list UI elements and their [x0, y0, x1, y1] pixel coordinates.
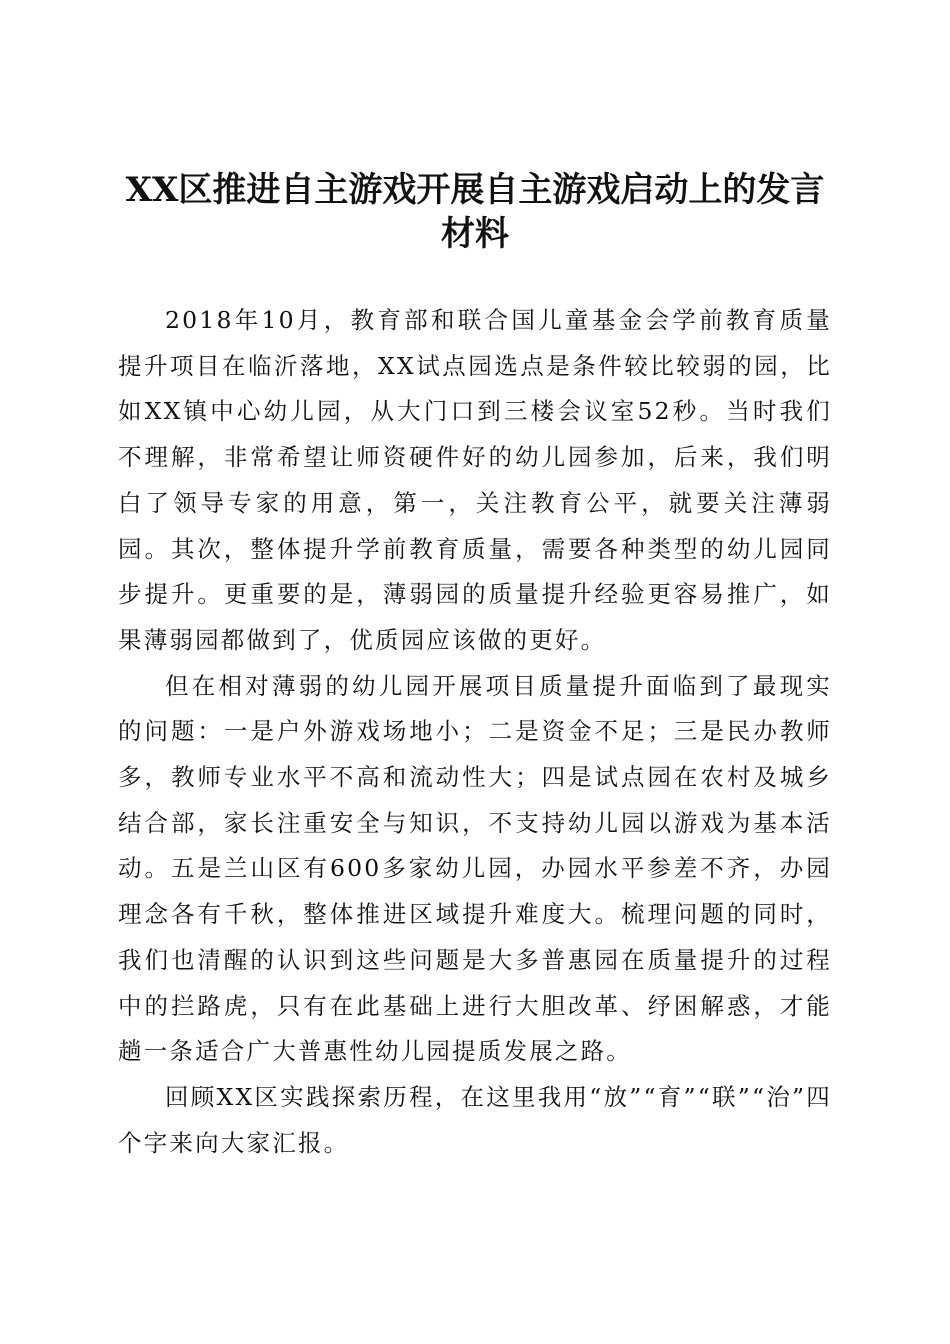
paragraph-1: 2018年10月，教育部和联合国儿童基金会学前教育质量提升项目在临沂落地，XX试点园选点是条件较比较弱的园，比如XX镇中心幼儿园，从大门口到三楼会议室52秒。当时我们不理解，非常希望让师资硬件好的幼儿园参加，后来，我们明白了领导专家的用意，第一，关注教育公平，就要关注薄弱园。其次，整体提升学前教育质量，需要各种类型的幼儿园同步提升。更重要的是，薄弱园的质量提升经验更容易推广，如果薄弱园都做到了，优质园应该做的更好。 [118, 306, 832, 654]
paragraph-3: 回顾XX区实践探索历程，在这里我用“放”“育”“联”“治”四个字来向大家汇报。 [118, 1082, 832, 1157]
document-title: XX区推进自主游戏开展自主游戏启动上的发言材料 [125, 170, 825, 254]
document-body [118, 298, 832, 1166]
paragraph-2: 但在相对薄弱的幼儿园开展项目质量提升面临到了最现实的问题：一是户外游戏场地小；二是资金不足；三是民办教师多，教师专业水平不高和流动性大；四是试点园在农村及城乡结合部，家长注重安全与知识，不支持幼儿园以游戏为基本活动。五是兰山区有600多家幼儿园，办园水平参差不齐，办园理念各有千秋，整体推进区域提升难度大。梳理问题的同时，我们也清醒的认识到这些问题是大多普惠园在质量提升的过程中的拦路虎，只有在此基础上进行大胆改革、纾困解惑，才能趟一条适合广大普惠性幼儿园提质发展之路。 [118, 671, 832, 1066]
